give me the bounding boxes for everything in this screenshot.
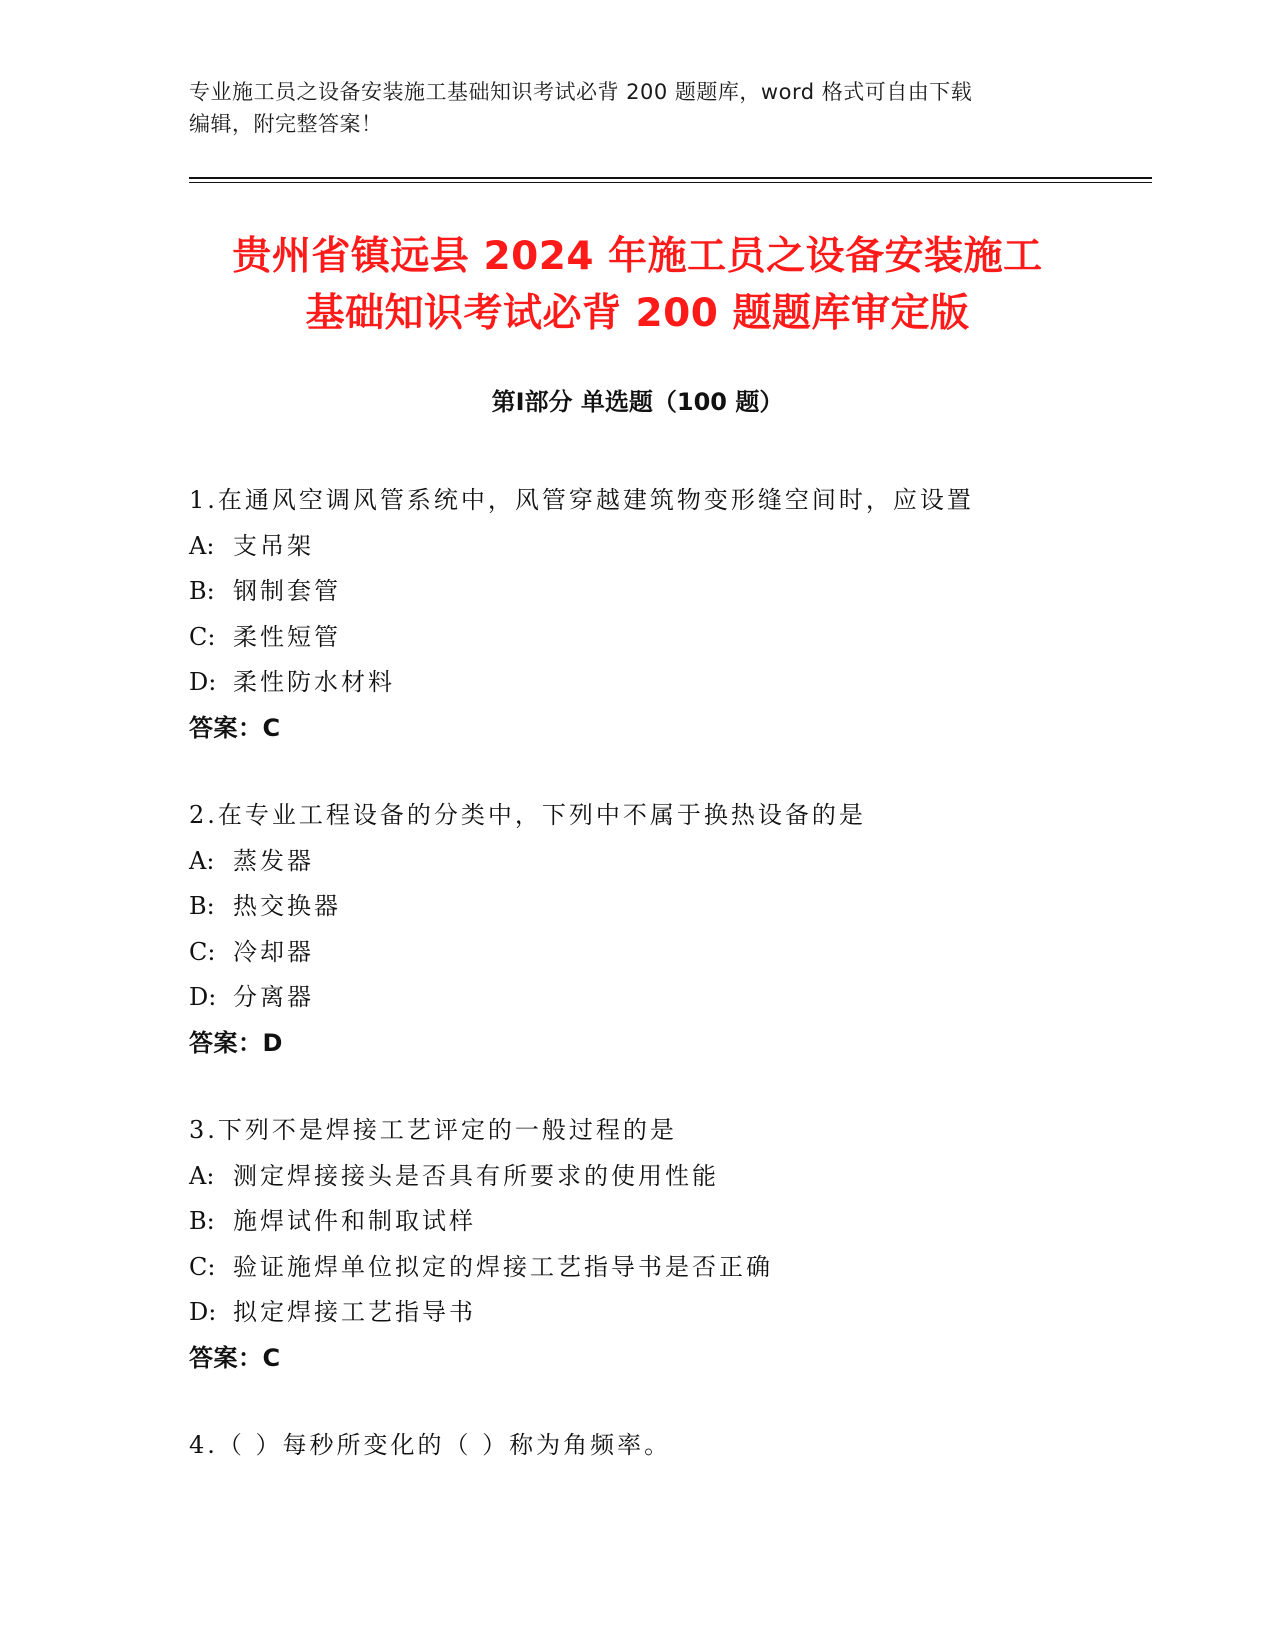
document-title <box>150 228 1125 342</box>
option-text: 施焊试件和制取试样 <box>233 1207 476 1235</box>
option-text: 柔性短管 <box>233 622 341 651</box>
option-a <box>189 1154 1129 1200</box>
option-letter: B: <box>189 892 215 920</box>
answer: 答案：D <box>189 1028 283 1057</box>
option-letter: C: <box>189 622 216 651</box>
header-note <box>189 76 1089 140</box>
option-b <box>189 884 1129 930</box>
option-letter: A: <box>189 1161 215 1190</box>
question-stem: 3.下列不是焊接工艺评定的一般过程的是 <box>189 1116 677 1144</box>
option-letter: C: <box>189 937 216 966</box>
option-letter: A: <box>189 846 215 875</box>
header-note-line-1: 专业施工员之设备安装施工基础知识考试必背 200 题题库，word 格式可自由下载 <box>189 80 973 104</box>
header-divider-thin <box>189 182 1152 183</box>
option-letter: D: <box>189 983 217 1011</box>
option-d <box>189 1290 1129 1336</box>
option-a <box>189 524 1129 570</box>
question-1 <box>189 478 1129 751</box>
answer: 答案：C <box>189 1343 281 1372</box>
option-c <box>189 930 1129 976</box>
option-text: 热交换器 <box>233 892 341 920</box>
option-text: 验证施焊单位拟定的焊接工艺指导书是否正确 <box>233 1252 773 1281</box>
option-letter: D: <box>189 1298 217 1326</box>
question-stem: 1.在通风空调风管系统中，风管穿越建筑物变形缝空间时，应设置 <box>189 486 974 514</box>
question-stem: 2.在专业工程设备的分类中，下列中不属于换热设备的是 <box>189 801 866 829</box>
option-d <box>189 660 1129 706</box>
option-text: 柔性防水材料 <box>233 668 395 696</box>
document-title-line-2: 基础知识考试必背 200 题题库审定版 <box>305 291 970 336</box>
option-text: 冷却器 <box>233 937 314 966</box>
option-letter: C: <box>189 1252 216 1281</box>
option-letter: B: <box>189 1207 215 1235</box>
option-c <box>189 615 1129 661</box>
option-b <box>189 1199 1129 1245</box>
answer: 答案：C <box>189 713 281 742</box>
header-divider-thick <box>189 177 1152 179</box>
option-c <box>189 1245 1129 1291</box>
option-letter: B: <box>189 577 215 605</box>
option-letter: A: <box>189 531 215 560</box>
question-list <box>189 478 1129 1511</box>
option-d <box>189 975 1129 1021</box>
document-title-line-1: 贵州省镇远县 2024 年施工员之设备安装施工 <box>232 234 1043 279</box>
option-text: 分离器 <box>233 983 314 1011</box>
option-text: 钢制套管 <box>233 577 341 605</box>
option-text: 测定焊接接头是否具有所要求的使用性能 <box>233 1161 719 1190</box>
section-heading: 第Ⅰ部分 单选题（100 题） <box>491 388 784 416</box>
option-letter: D: <box>189 668 217 696</box>
question-stem: 4.（ ）每秒所变化的（ ）称为角频率。 <box>189 1431 672 1459</box>
option-text: 蒸发器 <box>233 846 314 875</box>
option-b <box>189 569 1129 615</box>
option-text: 拟定焊接工艺指导书 <box>233 1298 476 1326</box>
header-note-line-2: 编辑，附完整答案！ <box>189 112 383 136</box>
option-a <box>189 839 1129 885</box>
question-4 <box>189 1423 1129 1469</box>
question-3 <box>189 1108 1129 1381</box>
option-text: 支吊架 <box>233 531 314 560</box>
question-2 <box>189 793 1129 1066</box>
